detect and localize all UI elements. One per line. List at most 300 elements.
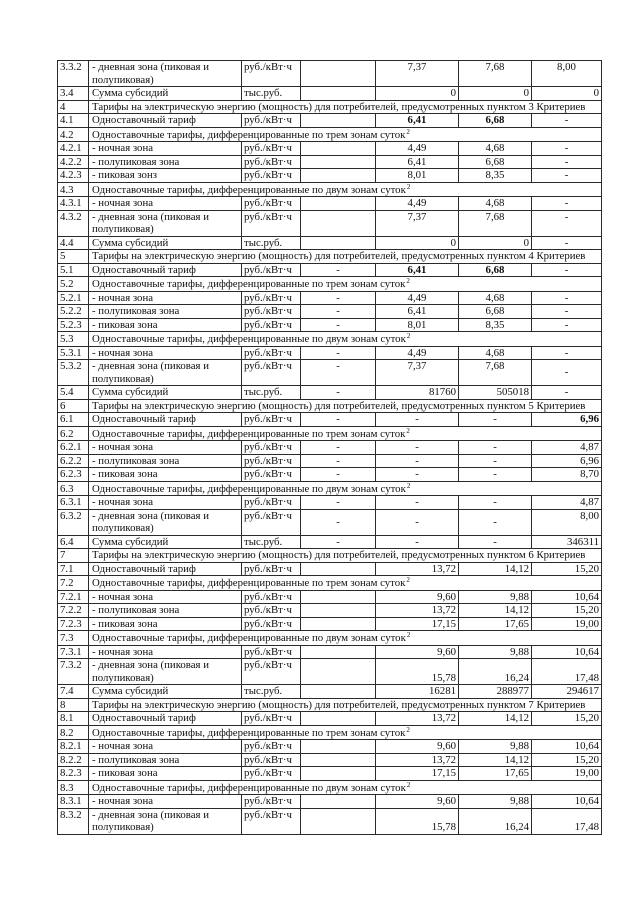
row-unit: руб./кВт·ч (242, 305, 301, 319)
table-row (58, 767, 602, 781)
row-number: 7.3 (58, 631, 89, 646)
table-row (58, 454, 602, 468)
value-col-6: - (459, 535, 532, 549)
row-number: 6.2 (58, 426, 89, 441)
value-col-5: 13,72 (376, 712, 459, 726)
value-col-6: 6,68 (459, 155, 532, 169)
value-col-6: 14,12 (459, 562, 532, 576)
value-col-5: 17,15 (376, 767, 459, 781)
row-number: 6.3 (58, 481, 89, 496)
row-title (89, 332, 602, 347)
value-col-6: 4,68 (459, 346, 532, 360)
row-number: 5.1 (58, 263, 89, 277)
table-row (58, 114, 602, 128)
value-col-6: 288977 (459, 685, 532, 699)
value-col-4: - (301, 535, 376, 549)
row-description: - ночная зона (89, 197, 242, 211)
value-col-5: 4,49 (376, 142, 459, 156)
value-col-6: - (459, 413, 532, 427)
value-col-5: 81760 (376, 386, 459, 400)
value-col-4 (301, 210, 376, 236)
value-col-6: 17,65 (459, 617, 532, 631)
table-row (58, 590, 602, 604)
row-unit: руб./кВт·ч (242, 263, 301, 277)
row-title (89, 399, 602, 413)
row-title (89, 780, 602, 795)
row-title (89, 549, 602, 563)
value-col-6: 4,68 (459, 142, 532, 156)
row-number: 5 (58, 250, 89, 264)
row-number: 6.2.1 (58, 441, 89, 455)
value-col-4: - (301, 305, 376, 319)
row-number: 8.2 (58, 725, 89, 740)
row-unit: руб./кВт·ч (242, 346, 301, 360)
table-row (58, 360, 602, 386)
row-number: 6.3.2 (58, 509, 89, 535)
row-number: 3.3.2 (58, 61, 89, 87)
row-title-text: Одноставочные тарифы, дифференцированные по двум зонам суток (92, 781, 406, 794)
row-number: 6.2.3 (58, 468, 89, 482)
value-col-6: 4,68 (459, 291, 532, 305)
row-number: 5.3 (58, 332, 89, 347)
value-col-5: 13,72 (376, 753, 459, 767)
row-number: 7.2.2 (58, 604, 89, 618)
footnote-marker: 2 (406, 631, 411, 639)
row-number: 4.2.1 (58, 142, 89, 156)
row-number: 4.3.2 (58, 210, 89, 236)
row-number: 8 (58, 698, 89, 712)
row-title-text: Одноставочные тарифы, дифференцированные по трем зонам суток (92, 577, 406, 589)
row-unit: руб./кВт·ч (242, 468, 301, 482)
value-col-6: - (459, 454, 532, 468)
value-col-7: 17,48 (532, 808, 602, 834)
row-unit: руб./кВт·ч (242, 659, 301, 685)
value-col-5: 7,37 (376, 360, 459, 386)
row-number: 5.2 (58, 277, 89, 292)
group-header-row (58, 127, 602, 142)
row-unit: руб./кВт·ч (242, 509, 301, 535)
row-title (89, 481, 602, 496)
row-number: 8.3.2 (58, 808, 89, 834)
table-row (58, 318, 602, 332)
group-header-row (58, 576, 602, 591)
value-col-7: 346311 (532, 535, 602, 549)
row-number: 6.1 (58, 413, 89, 427)
value-col-5: 8,01 (376, 169, 459, 183)
table-row (58, 169, 602, 183)
row-unit: руб./кВт·ч (242, 360, 301, 386)
table-row (58, 413, 602, 427)
value-col-5: - (376, 535, 459, 549)
row-description: - полупиковая зона (89, 305, 242, 319)
value-col-4: - (301, 386, 376, 400)
table-row (58, 197, 602, 211)
table-row (58, 210, 602, 236)
row-number: 6.2.2 (58, 454, 89, 468)
section-header-row (58, 698, 602, 712)
row-number: 4.2 (58, 127, 89, 142)
row-title-text: Одноставочные тарифы, дифференцированные по двум зонам суток (92, 482, 406, 495)
row-number: 6 (58, 399, 89, 413)
row-unit: тыс.руб. (242, 535, 301, 549)
row-number: 6.4 (58, 535, 89, 549)
value-col-7: 6,96 (532, 454, 602, 468)
footnote-marker: 2 (406, 182, 411, 191)
row-unit: тыс.руб. (242, 386, 301, 400)
row-description: - дневная зона (пиковая и полупиковая) (89, 509, 242, 535)
row-description: - дневная зона (пиковая и полупиковая) (89, 808, 242, 834)
group-header-row (58, 780, 602, 795)
value-col-4: - (301, 291, 376, 305)
footnote-marker: 2 (406, 576, 410, 584)
value-col-6: 16,24 (459, 808, 532, 834)
row-number: 7.3.1 (58, 645, 89, 659)
row-number: 7.1 (58, 562, 89, 576)
value-col-5: 7,37 (376, 61, 459, 87)
value-col-6: 7,68 (459, 210, 532, 236)
row-description: Сумма субсидий (89, 236, 242, 250)
value-col-7: - (532, 197, 602, 211)
row-number: 4.2.2 (58, 155, 89, 169)
footnote-marker: 2 (406, 277, 410, 285)
row-unit: руб./кВт·ч (242, 210, 301, 236)
value-col-6: 505018 (459, 386, 532, 400)
row-title-text: Тарифы на электрическую энергию (мощность) для потребителей, предусмотренных пунктом 5 Критериев (92, 399, 586, 412)
value-col-4 (301, 197, 376, 211)
value-col-7: - (532, 291, 602, 305)
value-col-4 (301, 61, 376, 87)
value-col-4: - (301, 509, 376, 535)
value-col-5: 15,78 (376, 808, 459, 834)
value-col-7: 15,20 (532, 604, 602, 618)
table-row (58, 441, 602, 455)
row-number: 4.3.1 (58, 197, 89, 211)
value-col-4: - (301, 496, 376, 510)
row-unit: руб./кВт·ч (242, 318, 301, 332)
footnote-marker: 2 (406, 481, 411, 490)
group-header-row (58, 332, 602, 347)
value-col-6: 6,68 (459, 114, 532, 128)
value-col-7: - (532, 142, 602, 156)
value-col-7: - (532, 169, 602, 183)
row-title (89, 698, 602, 712)
value-col-4: - (301, 454, 376, 468)
value-col-5: - (376, 509, 459, 535)
row-number: 7.4 (58, 685, 89, 699)
row-description: - дневная зона (пиковая и полупиковая) (89, 210, 242, 236)
row-unit: руб./кВт·ч (242, 604, 301, 618)
group-header-row (58, 631, 602, 646)
row-title-text: Одноставочные тарифы, дифференцированные по двум зонам суток (92, 183, 406, 196)
table-row (58, 562, 602, 576)
footnote-marker: 2 (406, 332, 411, 340)
value-col-5: 0 (376, 87, 459, 101)
row-title (89, 725, 602, 740)
table-row (58, 740, 602, 754)
value-col-5: - (376, 468, 459, 482)
row-number: 6.3.1 (58, 496, 89, 510)
value-col-7: 10,64 (532, 645, 602, 659)
row-description: - ночная зона (89, 590, 242, 604)
row-number: 7.2.3 (58, 617, 89, 631)
row-number: 7 (58, 549, 89, 563)
value-col-6: 6,68 (459, 305, 532, 319)
row-unit: тыс.руб. (242, 236, 301, 250)
row-title-text: Тарифы на электрическую энергию (мощность) для потребителей, предусмотренных пунктом 7 Критериев (92, 698, 586, 711)
row-description: Сумма субсидий (89, 87, 242, 101)
row-number: 8.1 (58, 712, 89, 726)
row-unit: руб./кВт·ч (242, 767, 301, 781)
value-col-4 (301, 795, 376, 809)
value-col-4 (301, 169, 376, 183)
value-col-4 (301, 236, 376, 250)
row-unit: руб./кВт·ч (242, 712, 301, 726)
value-col-6: 0 (459, 87, 532, 101)
value-col-7: 15,20 (532, 562, 602, 576)
row-number: 3.4 (58, 87, 89, 101)
row-description: - пиковая зона (89, 767, 242, 781)
table-row (58, 468, 602, 482)
group-header-row (58, 426, 602, 441)
value-col-7: 19,00 (532, 617, 602, 631)
value-col-4 (301, 604, 376, 618)
row-title-text: Одноставочные тарифы, дифференцированные по двум зонам суток (92, 333, 406, 345)
value-col-5: 9,60 (376, 645, 459, 659)
row-number: 4.2.3 (58, 169, 89, 183)
row-description: - дневная зона (пиковая и полупиковая) (89, 61, 242, 87)
row-description: - пиковая зона (89, 468, 242, 482)
value-col-7: - (532, 360, 602, 386)
value-col-6: 7,68 (459, 360, 532, 386)
table-row (58, 346, 602, 360)
row-number: 4.3 (58, 182, 89, 197)
value-col-4: - (301, 263, 376, 277)
row-title-text: Одноставочные тарифы, дифференцированные по трем зонам суток (92, 427, 406, 440)
row-unit: руб./кВт·ч (242, 114, 301, 128)
row-description: - полупиковая зона (89, 155, 242, 169)
row-number: 5.4 (58, 386, 89, 400)
row-description: - пиковая зона (89, 617, 242, 631)
table-row (58, 61, 602, 87)
value-col-5: - (376, 441, 459, 455)
value-col-4: - (301, 441, 376, 455)
value-col-6: 7,68 (459, 61, 532, 87)
value-col-4 (301, 753, 376, 767)
value-col-6: 14,12 (459, 712, 532, 726)
row-number: 5.2.2 (58, 305, 89, 319)
row-unit: руб./кВт·ч (242, 795, 301, 809)
value-col-4 (301, 685, 376, 699)
value-col-4 (301, 740, 376, 754)
row-description: Одноставочный тариф (89, 114, 242, 128)
section-header-row (58, 100, 602, 114)
value-col-6: 14,12 (459, 604, 532, 618)
value-col-6: 14,12 (459, 753, 532, 767)
value-col-7: 15,20 (532, 712, 602, 726)
row-number: 5.2.3 (58, 318, 89, 332)
row-title (89, 127, 602, 142)
row-unit: тыс.руб. (242, 685, 301, 699)
tariff-table-body (58, 61, 602, 835)
value-col-4 (301, 155, 376, 169)
row-number: 8.3 (58, 780, 89, 795)
value-col-5: 6,41 (376, 263, 459, 277)
row-unit: руб./кВт·ч (242, 590, 301, 604)
row-description: - ночная зона (89, 441, 242, 455)
row-title (89, 182, 602, 197)
row-title-text: Одноставочные тарифы, дифференцированные по трем зонам суток (92, 726, 406, 739)
row-description: Одноставочный тариф (89, 263, 242, 277)
value-col-5: 6,41 (376, 155, 459, 169)
value-col-5: 0 (376, 236, 459, 250)
value-col-7: 17,48 (532, 659, 602, 685)
row-number: 4.1 (58, 114, 89, 128)
value-col-5: - (376, 454, 459, 468)
value-col-6: 16,24 (459, 659, 532, 685)
value-col-5: 9,60 (376, 590, 459, 604)
value-col-7: 19,00 (532, 767, 602, 781)
value-col-5: 16281 (376, 685, 459, 699)
value-col-5: 6,41 (376, 114, 459, 128)
row-description: Сумма субсидий (89, 535, 242, 549)
value-col-5: 7,37 (376, 210, 459, 236)
group-header-row (58, 277, 602, 292)
row-number: 8.2.2 (58, 753, 89, 767)
row-title (89, 426, 602, 441)
value-col-4: - (301, 318, 376, 332)
row-unit: руб./кВт·ч (242, 291, 301, 305)
row-unit: руб./кВт·ч (242, 197, 301, 211)
value-col-5: 9,60 (376, 740, 459, 754)
row-unit: руб./кВт·ч (242, 413, 301, 427)
table-row (58, 753, 602, 767)
value-col-7: 0 (532, 87, 602, 101)
row-number: 7.3.2 (58, 659, 89, 685)
value-col-4: - (301, 468, 376, 482)
table-row (58, 509, 602, 535)
value-col-5: 13,72 (376, 604, 459, 618)
value-col-6: 9,88 (459, 645, 532, 659)
row-unit: руб./кВт·ч (242, 441, 301, 455)
value-col-7: - (532, 305, 602, 319)
row-title (89, 277, 602, 292)
value-col-4: - (301, 346, 376, 360)
value-col-5: 13,72 (376, 562, 459, 576)
footnote-marker: 2 (406, 426, 410, 435)
value-col-7: 8,00 (532, 509, 602, 535)
value-col-7: - (532, 114, 602, 128)
table-row (58, 604, 602, 618)
value-col-7: 8,00 (532, 61, 602, 87)
value-col-7: - (532, 318, 602, 332)
value-col-7: 4,87 (532, 441, 602, 455)
row-title (89, 631, 602, 646)
row-description: - полупиковая зона (89, 604, 242, 618)
row-number: 4 (58, 100, 89, 114)
row-title (89, 100, 602, 114)
row-description: - ночная зона (89, 645, 242, 659)
value-col-4 (301, 808, 376, 834)
value-col-6: 0 (459, 236, 532, 250)
row-description: - ночная зона (89, 346, 242, 360)
row-description: Сумма субсидий (89, 386, 242, 400)
row-number: 8.3.1 (58, 795, 89, 809)
value-col-5: - (376, 413, 459, 427)
row-description: - полупиковая зона (89, 454, 242, 468)
group-header-row (58, 481, 602, 496)
group-header-row (58, 725, 602, 740)
table-row (58, 685, 602, 699)
row-number: 5.3.1 (58, 346, 89, 360)
footnote-marker: 2 (406, 780, 411, 789)
row-description: Одноставочный тариф (89, 562, 242, 576)
value-col-7: 294617 (532, 685, 602, 699)
table-row (58, 645, 602, 659)
row-title-text: Одноставочные тарифы, дифференцированные по трем зонам суток (92, 128, 406, 141)
row-unit: руб./кВт·ч (242, 496, 301, 510)
row-description: - ночная зона (89, 496, 242, 510)
row-unit: руб./кВт·ч (242, 617, 301, 631)
row-number: 5.3.2 (58, 360, 89, 386)
tariff-table (57, 60, 602, 835)
value-col-4 (301, 659, 376, 685)
row-number: 5.2.1 (58, 291, 89, 305)
table-row (58, 535, 602, 549)
value-col-6: 9,88 (459, 795, 532, 809)
row-unit: руб./кВт·ч (242, 753, 301, 767)
footnote-marker: 2 (406, 725, 410, 734)
row-title (89, 250, 602, 264)
footnote-marker: 2 (406, 127, 410, 136)
row-number: 7.2.1 (58, 590, 89, 604)
row-number: 4.4 (58, 236, 89, 250)
value-col-5: 4,49 (376, 291, 459, 305)
row-description: - пиковая зонз (89, 169, 242, 183)
value-col-6: - (459, 496, 532, 510)
group-header-row (58, 182, 602, 197)
row-description: - дневная зона (пиковая и полупиковая) (89, 360, 242, 386)
table-row (58, 659, 602, 685)
value-col-7: - (532, 386, 602, 400)
row-unit: руб./кВт·ч (242, 454, 301, 468)
value-col-7: - (532, 236, 602, 250)
row-description: Одноставочный тариф (89, 712, 242, 726)
value-col-4 (301, 590, 376, 604)
value-col-6: - (459, 468, 532, 482)
table-row (58, 305, 602, 319)
value-col-5: 17,15 (376, 617, 459, 631)
section-header-row (58, 399, 602, 413)
row-title-text: Одноставочные тарифы, дифференцированные по трем зонам суток (92, 278, 406, 290)
value-col-4 (301, 767, 376, 781)
value-col-6: 9,88 (459, 590, 532, 604)
row-unit: руб./кВт·ч (242, 142, 301, 156)
value-col-4 (301, 712, 376, 726)
section-header-row (58, 250, 602, 264)
row-unit: тыс.руб. (242, 87, 301, 101)
row-description: - полупиковая зона (89, 753, 242, 767)
row-description: - ночная зона (89, 142, 242, 156)
value-col-5: 4,49 (376, 197, 459, 211)
value-col-7: 10,64 (532, 590, 602, 604)
table-row (58, 712, 602, 726)
value-col-6: 17,65 (459, 767, 532, 781)
value-col-6: - (459, 509, 532, 535)
value-col-4 (301, 562, 376, 576)
value-col-4 (301, 142, 376, 156)
value-col-5: 4,49 (376, 346, 459, 360)
table-row (58, 617, 602, 631)
